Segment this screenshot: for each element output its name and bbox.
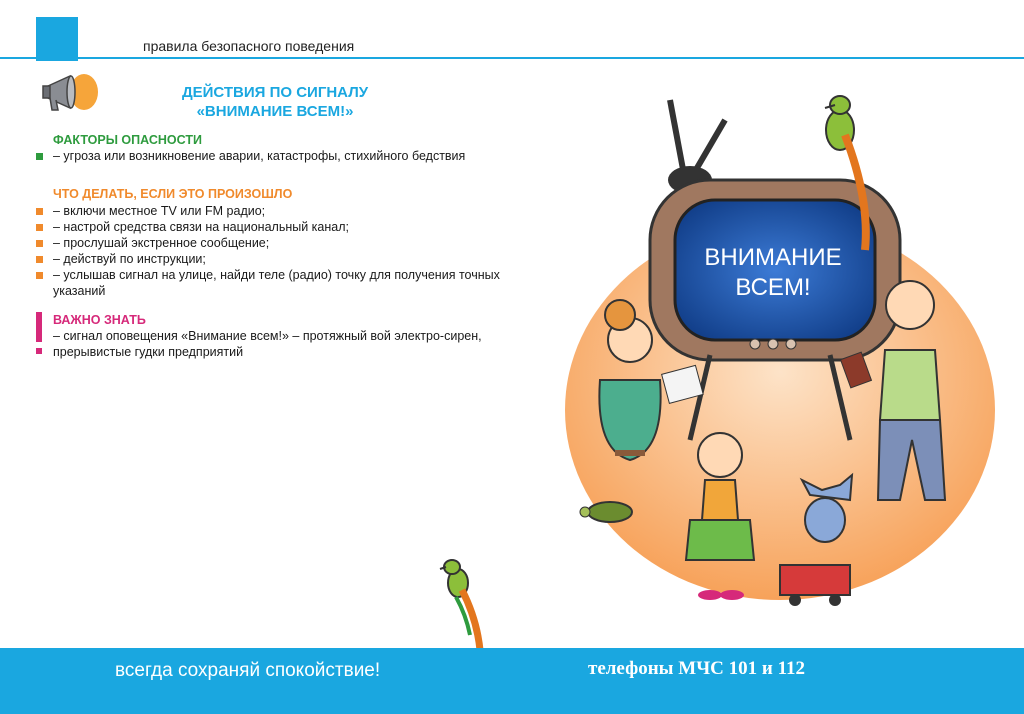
header-line bbox=[0, 57, 1024, 59]
list-item: – угроза или возникновение аварии, катастрофы, стихийного бедствия bbox=[36, 148, 516, 164]
list-item: – включи местное TV или FM радио; bbox=[36, 203, 516, 219]
important-list bbox=[43, 328, 493, 360]
title-line-1: ДЕЙСТВИЯ ПО СИГНАЛУ bbox=[181, 84, 369, 101]
page-title bbox=[150, 83, 400, 121]
header-text: правила безопасного поведения bbox=[143, 38, 355, 54]
important-heading: ВАЖНО ЗНАТЬ bbox=[53, 313, 146, 327]
title-line-2: «ВНИМАНИЕ ВСЕМ!» bbox=[196, 103, 354, 120]
danger-list bbox=[36, 148, 516, 164]
list-item: – сигнал оповещения «Внимание всем!» – протяжный вой электро-сирен, прерывистые гудки предприятий bbox=[53, 329, 482, 359]
list-item: – действуй по инструкции; bbox=[36, 251, 516, 267]
turtle-figure bbox=[580, 502, 632, 522]
tv-screen-line-1: ВНИМАНИЕ bbox=[704, 244, 842, 271]
actions-heading: ЧТО ДЕЛАТЬ, ЕСЛИ ЭТО ПРОИЗОШЛО bbox=[53, 187, 293, 201]
footer-left-text: всегда сохраняй спокойствие! bbox=[115, 660, 381, 681]
megaphone-icon bbox=[40, 68, 102, 116]
footer-right-text: телефоны МЧС 101 и 112 bbox=[588, 658, 806, 679]
list-item: – прослушай экстренное сообщение; bbox=[36, 235, 516, 251]
list-item: – настрой средства связи на национальный канал; bbox=[36, 219, 516, 235]
header-blue-tab bbox=[36, 17, 78, 61]
exclamation-icon bbox=[36, 312, 43, 356]
actions-list bbox=[36, 203, 516, 299]
tv-screen-line-2: ВСЕМ! bbox=[735, 274, 811, 301]
tv-illustration bbox=[540, 80, 1010, 610]
danger-heading: ФАКТОРЫ ОПАСНОСТИ bbox=[53, 133, 202, 147]
list-item: – услышав сигнал на улице, найди теле (радио) точку для получения точных указаний bbox=[36, 267, 503, 299]
